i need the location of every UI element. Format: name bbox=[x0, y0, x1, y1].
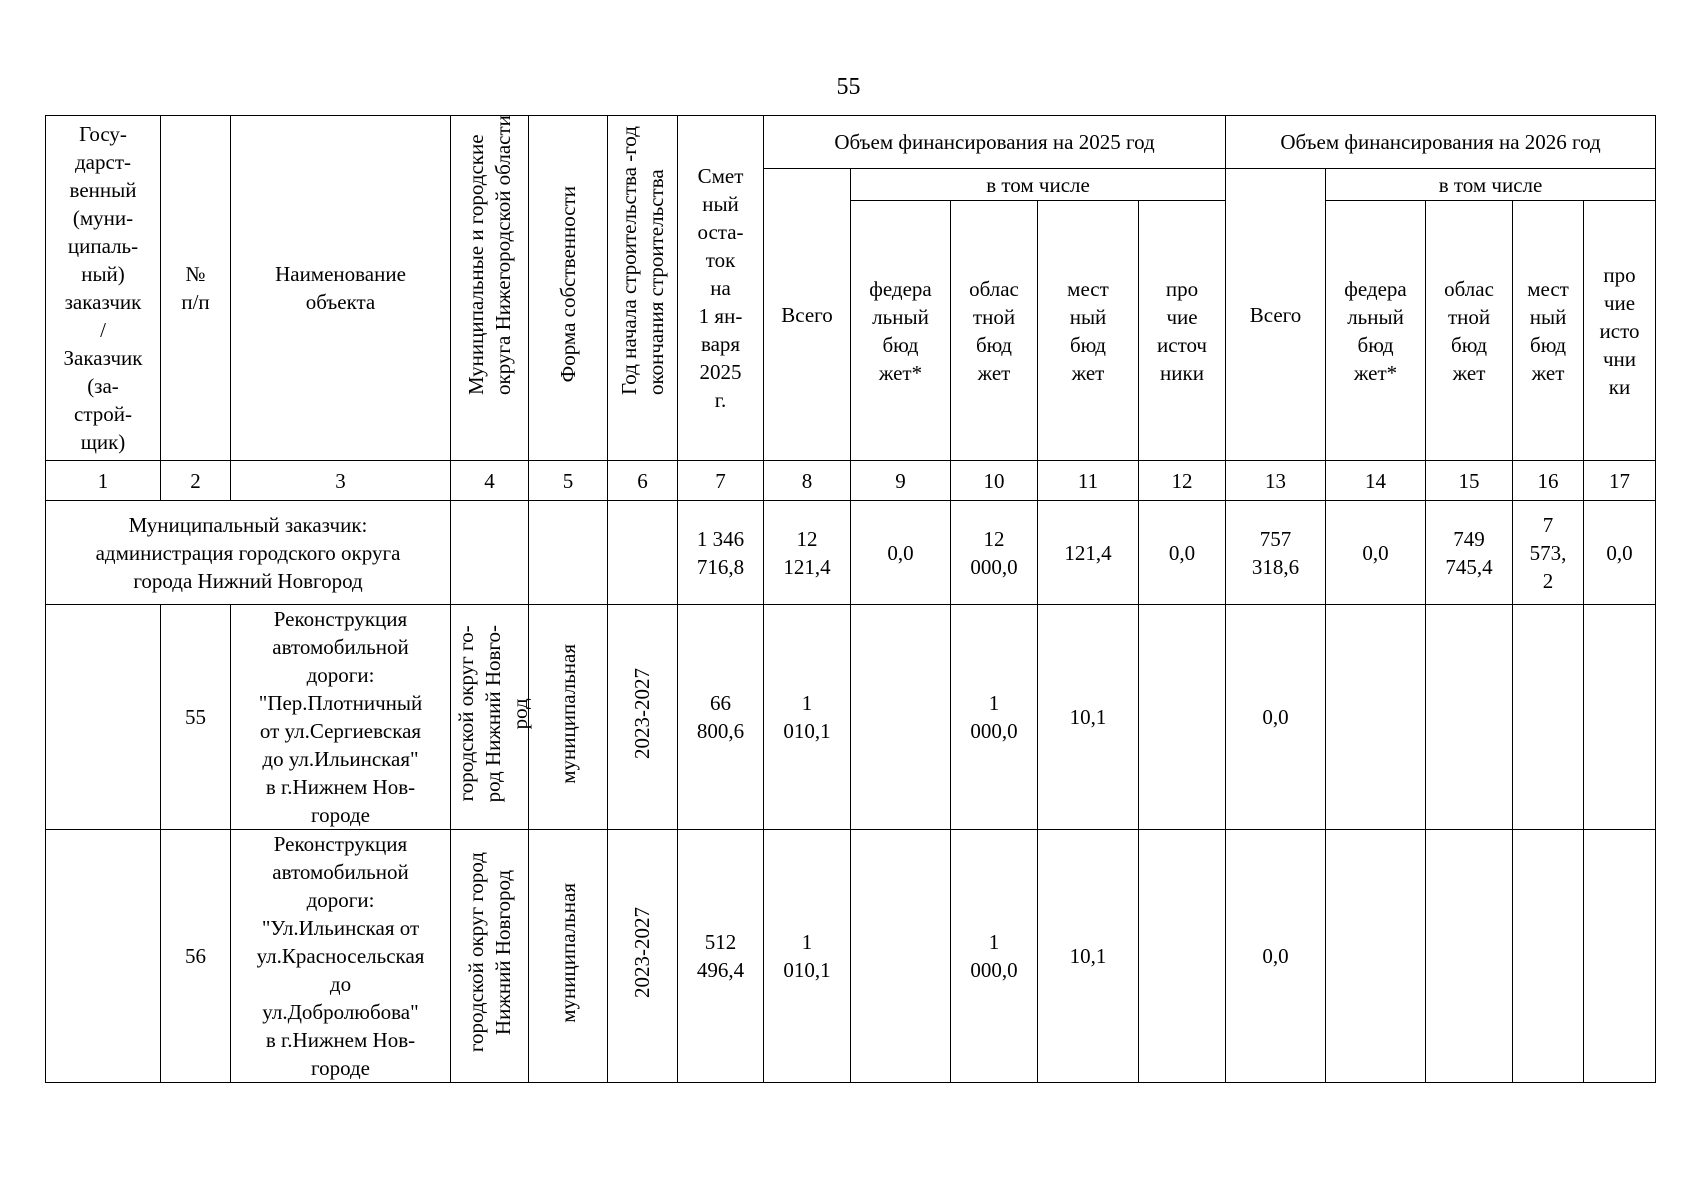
column-number: 8 bbox=[764, 461, 851, 501]
header-municipality-text: Муниципальные и городские округа Нижегородской области bbox=[463, 114, 515, 395]
row-years bbox=[608, 605, 678, 830]
summary-total-2025: 12 121,4 bbox=[764, 501, 851, 605]
row-total-2025: 1 010,1 bbox=[764, 605, 851, 830]
row-regional-2026 bbox=[1426, 830, 1513, 1083]
column-number: 16 bbox=[1513, 461, 1584, 501]
summary-label: Муниципальный заказчик: администрация городского округа города Нижний Новгород bbox=[46, 501, 451, 605]
row-federal-2025 bbox=[851, 605, 951, 830]
summary-other-2025: 0,0 bbox=[1139, 501, 1226, 605]
summary-municipality bbox=[451, 501, 529, 605]
row-local-2025: 10,1 bbox=[1038, 830, 1139, 1083]
summary-local-2025: 121,4 bbox=[1038, 501, 1139, 605]
summary-total-2026: 757 318,6 bbox=[1226, 501, 1326, 605]
header-customer: Госу- дарст- венный (муни- ципаль- ный) заказчик / Заказчик (за- строй- щик) bbox=[46, 116, 161, 461]
header-local-2026: мест ный бюд жет bbox=[1513, 201, 1584, 461]
row-other-2026 bbox=[1584, 605, 1656, 830]
summary-local-2026: 7 573, 2 bbox=[1513, 501, 1584, 605]
page-number: 55 bbox=[836, 74, 861, 100]
header-regional-2026: облас тной бюд жет bbox=[1426, 201, 1513, 461]
row-ownership bbox=[529, 830, 608, 1083]
row-number: 56 bbox=[161, 830, 231, 1083]
funding-table bbox=[45, 115, 1656, 1083]
row-regional-2026 bbox=[1426, 605, 1513, 830]
row-federal-2026 bbox=[1326, 605, 1426, 830]
header-number: № п/п bbox=[161, 116, 231, 461]
column-number: 9 bbox=[851, 461, 951, 501]
column-number: 1 bbox=[46, 461, 161, 501]
row-balance: 66 800,6 bbox=[678, 605, 764, 830]
row-ownership bbox=[529, 605, 608, 830]
header-other-2026: про чие исто чни ки bbox=[1584, 201, 1656, 461]
table-row bbox=[46, 830, 1656, 1083]
summary-other-2026: 0,0 bbox=[1584, 501, 1656, 605]
summary-federal-2025: 0,0 bbox=[851, 501, 951, 605]
header-local-2025: мест ный бюд жет bbox=[1038, 201, 1139, 461]
summary-ownership bbox=[529, 501, 608, 605]
header-years bbox=[608, 116, 678, 461]
row-ownership-text: муниципальная bbox=[555, 882, 580, 1023]
header-other-2025: про чие источ ники bbox=[1139, 201, 1226, 461]
column-number: 7 bbox=[678, 461, 764, 501]
column-number: 6 bbox=[608, 461, 678, 501]
column-number: 2 bbox=[161, 461, 231, 501]
row-object-name: Реконструкция автомобильной дороги: "Пер.Плотничный от ул.Сергиевская до ул.Ильинская" в г.Нижнем Нов- городе bbox=[231, 605, 451, 830]
row-ownership-text: муниципальная bbox=[555, 643, 580, 784]
row-years-text: 2023-2027 bbox=[630, 907, 654, 998]
column-number: 17 bbox=[1584, 461, 1656, 501]
header-federal-2025: федера льный бюд жет* bbox=[851, 201, 951, 461]
row-federal-2026 bbox=[1326, 830, 1426, 1083]
row-total-2026: 0,0 bbox=[1226, 830, 1326, 1083]
header-federal-2026: федера льный бюд жет* bbox=[1326, 201, 1426, 461]
row-customer bbox=[46, 605, 161, 830]
column-number: 14 bbox=[1326, 461, 1426, 501]
column-number: 5 bbox=[529, 461, 608, 501]
row-local-2026 bbox=[1513, 605, 1584, 830]
row-other-2025 bbox=[1139, 830, 1226, 1083]
row-object-name: Реконструкция автомобильной дороги: "Ул.Ильинская от ул.Красносельская до ул.Добролюбова" в г.Нижнем Нов- городе bbox=[231, 830, 451, 1083]
row-total-2026: 0,0 bbox=[1226, 605, 1326, 830]
header-including-2025: в том числе bbox=[851, 169, 1226, 201]
summary-regional-2025: 12 000,0 bbox=[951, 501, 1038, 605]
header-total-2026: Всего bbox=[1226, 169, 1326, 461]
row-regional-2025: 1 000,0 bbox=[951, 830, 1038, 1083]
table-row bbox=[46, 605, 1656, 830]
column-number: 11 bbox=[1038, 461, 1139, 501]
header-estimated-balance: Смет ный оста- ток на 1 ян- варя 2025 г. bbox=[678, 116, 764, 461]
summary-years bbox=[608, 501, 678, 605]
summary-row bbox=[46, 501, 1656, 605]
column-number: 10 bbox=[951, 461, 1038, 501]
header-ownership-text: Форма собственности bbox=[555, 186, 580, 383]
header-regional-2025: облас тной бюд жет bbox=[951, 201, 1038, 461]
row-other-2025 bbox=[1139, 605, 1226, 830]
header-funding-2025: Объем финансирования на 2025 год bbox=[764, 116, 1226, 169]
row-years-text: 2023-2027 bbox=[630, 668, 654, 759]
row-regional-2025: 1 000,0 bbox=[951, 605, 1038, 830]
row-years bbox=[608, 830, 678, 1083]
header-years-text: Год начала строительства -год окончания строительства bbox=[616, 125, 668, 395]
summary-balance: 1 346 716,8 bbox=[678, 501, 764, 605]
header-funding-2026: Объем финансирования на 2026 год bbox=[1226, 116, 1656, 169]
row-municipality-text: городской округ го- род Нижний Новго- род bbox=[454, 624, 532, 803]
row-customer bbox=[46, 830, 161, 1083]
row-local-2025: 10,1 bbox=[1038, 605, 1139, 830]
column-number: 13 bbox=[1226, 461, 1326, 501]
column-number: 4 bbox=[451, 461, 529, 501]
row-total-2025: 1 010,1 bbox=[764, 830, 851, 1083]
summary-federal-2026: 0,0 bbox=[1326, 501, 1426, 605]
header-object-name: Наименование объекта bbox=[231, 116, 451, 461]
header-total-2025: Всего bbox=[764, 169, 851, 461]
row-federal-2025 bbox=[851, 830, 951, 1083]
row-local-2026 bbox=[1513, 830, 1584, 1083]
row-municipality bbox=[451, 830, 529, 1083]
row-number: 55 bbox=[161, 605, 231, 830]
column-number: 12 bbox=[1139, 461, 1226, 501]
row-balance: 512 496,4 bbox=[678, 830, 764, 1083]
row-municipality-text: городской округ город Нижний Новгород bbox=[463, 852, 515, 1053]
header-municipality bbox=[451, 116, 529, 461]
column-number: 15 bbox=[1426, 461, 1513, 501]
row-other-2026 bbox=[1584, 830, 1656, 1083]
summary-regional-2026: 749 745,4 bbox=[1426, 501, 1513, 605]
row-municipality bbox=[451, 605, 532, 830]
header-including-2026: в том числе bbox=[1326, 169, 1656, 201]
header-ownership bbox=[529, 116, 608, 461]
column-number: 3 bbox=[231, 461, 451, 501]
